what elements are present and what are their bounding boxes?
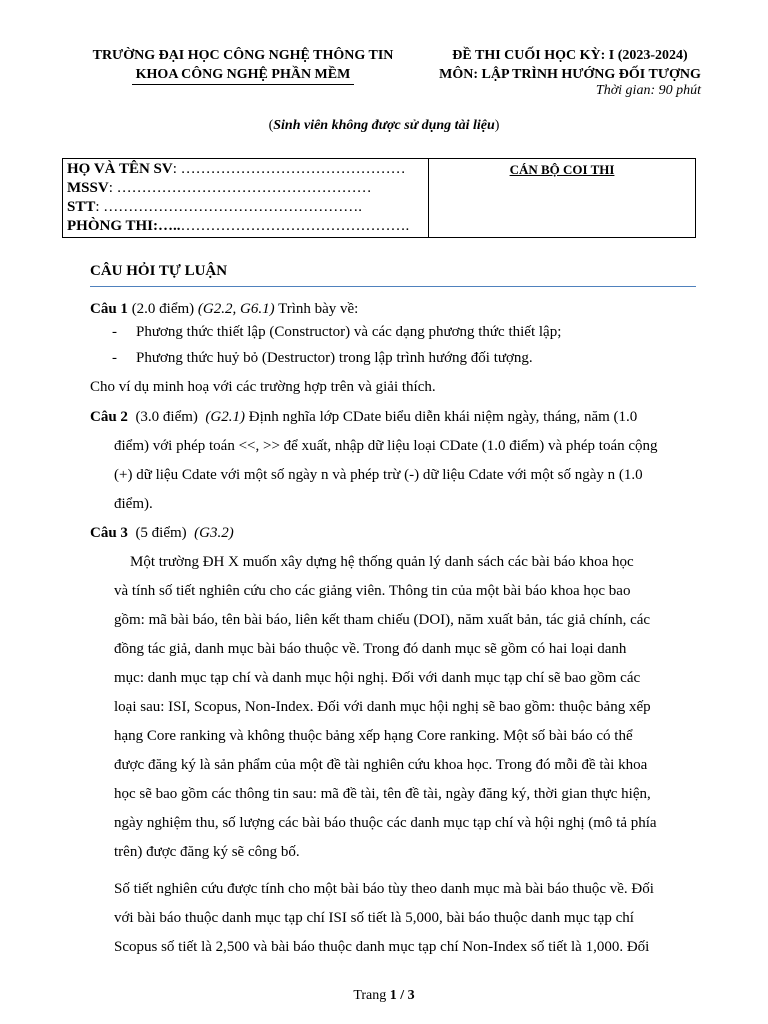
student-name-field[interactable]: : ……………………………………… [172, 161, 406, 177]
paragraph-line: mục: danh mục tạp chí và danh mục hội nghị. Đối với danh mục tạp chí sẽ bao gồm các [114, 670, 641, 686]
note-close-paren: ) [494, 118, 500, 133]
note-open-paren: ( [268, 118, 274, 133]
question-2-label: Câu 2 [90, 409, 128, 425]
page-number: 1 / 3 [389, 988, 415, 1003]
question-3-codes: (G3.2) [194, 525, 234, 541]
proctor-box [429, 159, 695, 237]
paragraph-line: với bài báo thuộc danh mục tạp chí ISI số tiết là 5,000, bài báo thuộc danh mục tạp chí [114, 910, 634, 926]
question-2-codes: (G2.1) [205, 409, 245, 425]
paragraph-line: loại sau: ISI, Scopus, Non-Index. Đối với danh mục hội nghị sẽ bao gồm: thuộc bảng xếp [114, 699, 651, 715]
paragraph-line: học sẽ bao gồm các thông tin sau: mã đề tài, tên đề tài, ngày đăng ký, thời gian thực hiện, [114, 786, 651, 802]
question-1-points: (2.0 điểm) [131, 301, 195, 317]
paragraph-line: được đăng ký là sản phẩm của một đề tài nghiên cứu khoa học. Trong đó mỗi đề tài khoa [114, 757, 648, 773]
exam-room-label: PHÒNG THI:….. [67, 218, 181, 234]
question-3-points: (5 điểm) [135, 525, 187, 541]
question-2-line: điểm) với phép toán <<, >> để xuất, nhập dữ liệu loại CDate (1.0 điểm) và phép toán cộng [114, 438, 658, 454]
exam-duration: Thời gian: 90 phút [595, 83, 701, 98]
question-1-text: Trình bày về: [278, 301, 359, 317]
student-id-field[interactable]: : …………………………………………… [108, 180, 372, 196]
section-title: CÂU HỎI TỰ LUẬN [90, 263, 696, 287]
page-footer [0, 988, 768, 1004]
student-name-label: HỌ VÀ TÊN SV [67, 161, 173, 177]
bullet-dash: - [112, 350, 117, 366]
question-1-followup: Cho ví dụ minh hoạ với các trường hợp trên và giải thích. [90, 379, 436, 395]
exam-note [0, 118, 768, 134]
paragraph-line: và tính số tiết nghiên cứu cho các giảng viên. Thông tin của một bài báo khoa học bao [114, 583, 631, 599]
student-id-label: MSSV [67, 180, 109, 196]
faculty-name: KHOA CÔNG NGHỆ PHẦN MỀM [132, 66, 355, 85]
exam-room-row [67, 217, 424, 236]
paragraph-line: đồng tác giả, danh mục bài báo thuộc về. Trong đó danh mục sẽ gồm có hai loại danh [114, 641, 627, 657]
paragraph-line: Số tiết nghiên cứu được tính cho một bài báo tùy theo danh mục mà bài báo thuộc về. Đối [114, 881, 654, 897]
question-2-line: (+) dữ liệu Cdate với một số ngày n và phép trừ (-) dữ liệu Cdate với một số ngày n (1.0 [114, 467, 643, 483]
subject-name: MÔN: LẬP TRÌNH HƯỚNG ĐỐI TƯỢNG [439, 67, 701, 82]
student-id-row [67, 179, 424, 198]
bullet-text: Phương thức thiết lập (Constructor) và các dạng phương thức thiết lập; [136, 324, 562, 340]
paragraph-line: ngày nghiệm thu, số lượng các bài báo thuộc các danh mục tạp chí và hội nghị (mô tả phía [114, 815, 657, 831]
university-name: TRƯỜNG ĐẠI HỌC CÔNG NGHỆ THÔNG TIN [92, 48, 394, 63]
paragraph-line: trên) được đăng ký sẽ công bố. [114, 844, 300, 860]
bullet-dash: - [112, 324, 117, 340]
paragraph-line: Một trường ĐH X muốn xây dựng hệ thống quản lý danh sách các bài báo khoa học [130, 554, 634, 570]
proctor-label: CÁN BỘ COI THI [509, 162, 615, 177]
question-2 [90, 403, 696, 519]
question-1-bullet [112, 344, 696, 373]
question-2-text: Định nghĩa lớp CDate biểu diễn khái niệm ngày, tháng, năm (1.0 [248, 409, 638, 425]
question-3-label: Câu 3 [90, 525, 128, 541]
question-1-codes: (G2.2, G6.1) [197, 301, 275, 317]
exam-title: ĐỀ THI CUỐI HỌC KỲ: I (2023-2024) [452, 48, 688, 63]
question-2-points: (3.0 điểm) [135, 409, 198, 425]
page-label: Trang [353, 988, 387, 1003]
paragraph-line: Scopus số tiết là 2,500 và bài báo thuộc danh mục tạp chí Non-Index số tiết là 1,000. Đối [114, 939, 650, 955]
question-3-heading [90, 519, 696, 548]
question-1-bullet [112, 318, 696, 347]
student-info-table [62, 158, 696, 238]
bullet-text: Phương thức huỷ bỏ (Destructor) trong lập trình hướng đối tượng. [136, 350, 533, 366]
note-text: Sinh viên không được sử dụng tài liệu [273, 118, 495, 133]
exam-room-field[interactable]: ………………………………………. [180, 218, 410, 234]
faculty-block [62, 65, 424, 85]
student-order-field[interactable]: : ……………………………………………. [95, 199, 363, 215]
student-order-row [67, 198, 424, 217]
question-1-label: Câu 1 [90, 301, 128, 317]
question-2-line [90, 403, 696, 432]
student-info-fields [63, 159, 429, 237]
paragraph-line: hạng Core ranking và không thuộc bảng xếp hạng Core ranking. Một số bài báo có thể [114, 728, 633, 744]
paragraph-line: gồm: mã bài báo, tên bài báo, liên kết tham chiếu (DOI), năm xuất bản, tác giả chính, các [114, 612, 651, 628]
question-3-paragraph-1 [114, 548, 696, 867]
question-2-line: điểm). [114, 496, 153, 512]
student-order-label: STT [67, 199, 96, 215]
student-name-row [67, 160, 424, 179]
question-3-paragraph-2 [114, 875, 696, 962]
